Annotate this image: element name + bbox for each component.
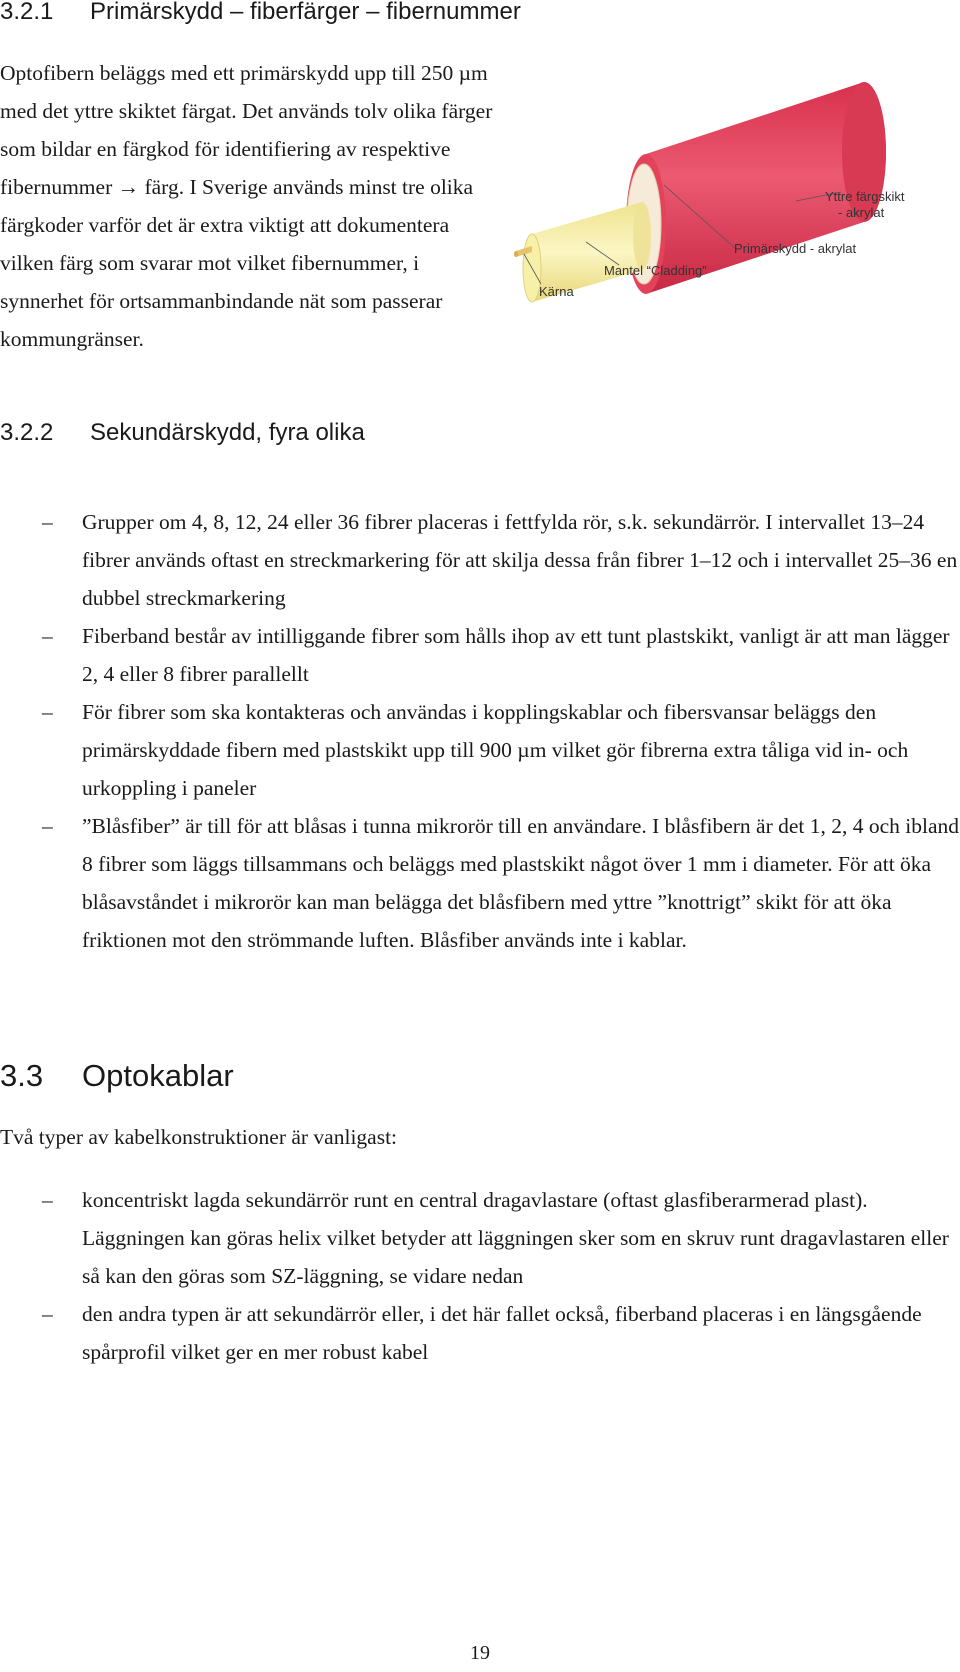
heading-title: Primärskydd – fiberfärger – fibernummer — [90, 0, 521, 25]
heading-3-2-1 — [0, 0, 521, 26]
fiber-diagram — [514, 72, 960, 342]
cable-types-intro: Två typer av kabelkonstruktioner är vanligast: — [0, 1125, 398, 1149]
heading-number: 3.2.2 — [0, 419, 54, 446]
label-core: Kärna — [539, 284, 574, 299]
list-item — [0, 807, 960, 959]
heading-number: 3.3 — [0, 1058, 44, 1093]
list-item — [0, 1295, 960, 1371]
fiber-color-paragraph: Optofibern beläggs med ett primärskydd upp till 250 µm med det yttre skiktet färgat. Det används tolv olika färger som bildar en färgkod för identifiering av respektive fibernummer → färg. I Sverige används minst tre olika färgkoder varför det är extra viktigt att dokumentera vilken färg som svarar mot vilket fibernummer, i synnerhet för ortsammanbindande nät som passerar kommungränser. — [0, 61, 493, 351]
label-outer-line2: - akrylat — [838, 205, 885, 220]
label-primary-coating: Primärskydd - akrylat — [734, 241, 857, 256]
page-number: 19 — [470, 1642, 490, 1664]
list-dash: – — [42, 1302, 53, 1326]
list-item-text: ”Blåsfiber” är till för att blåsas i tunna mikrorör till en användare. I blåsfibern är det 1, 2, 4 och ibland 8 fibrer som läggs tillsammans och beläggs med plastskikt något över 1 mm i diameter. För att öka blåsavståndet i mikrorör kan man belägga det blåsfibern med yttre ”knottrigt” skikt för att öka friktionen mot den strömmande luften. Blåsfiber används inte i kablar. — [82, 814, 960, 952]
list-item — [0, 1181, 960, 1295]
secondary-protection-list — [0, 503, 960, 959]
heading-3-2-2 — [0, 419, 365, 447]
heading-title: Optokablar — [82, 1058, 234, 1093]
list-item — [0, 693, 960, 807]
label-cladding: Mantel “Cladding” — [604, 263, 707, 278]
label-outer-line1: Yttre färgskikt — [825, 189, 905, 204]
list-dash: – — [42, 624, 53, 648]
list-dash: – — [42, 700, 53, 724]
fiber-structure-figure — [514, 72, 960, 342]
list-item-text: koncentriskt lagda sekundärrör runt en central dragavlastare (oftast glasfiberarmerad plast). Läggningen kan göras helix vilket betyder att läggningen sker som en skruv runt dragavlastaren eller så kan den göras som SZ-läggning, se vidare nedan — [82, 1188, 949, 1288]
list-dash: – — [42, 1188, 53, 1212]
cable-types-list — [0, 1181, 960, 1371]
list-item-text: den andra typen är att sekundärrör eller, i det här fallet också, fiberband placeras i en längsgående spårprofil vilket ger en mer robust kabel — [82, 1302, 922, 1364]
list-item-text: Fiberband består av intilliggande fibrer som hålls ihop av ett tunt plastskikt, vanligt är att man lägger 2, 4 eller 8 fibrer parallellt — [82, 624, 950, 686]
list-item-text: För fibrer som ska kontakteras och användas i kopplingskablar och fibersvansar beläggs den primärskyddade fibern med plastskikt upp till 900 µm vilket gör fibrerna extra tåliga vid in- och urkoppling i paneler — [82, 700, 909, 800]
label-outer-coating — [825, 189, 908, 220]
heading-number: 3.2.1 — [0, 0, 54, 25]
list-item-text: Grupper om 4, 8, 12, 24 eller 36 fibrer placeras i fettfylda rör, s.k. sekundärrör. I intervallet 13–24 fibrer används oftast en streckmarkering för att skilja dessa från fibrer 1–12 och i intervallet 25–36 en dubbel streckmarkering — [82, 510, 958, 610]
list-dash: – — [42, 510, 53, 534]
list-item — [0, 503, 960, 617]
heading-3-3 — [0, 1058, 234, 1094]
heading-title: Sekundärskydd, fyra olika — [90, 419, 365, 446]
list-dash: – — [42, 814, 53, 838]
list-item — [0, 617, 960, 693]
